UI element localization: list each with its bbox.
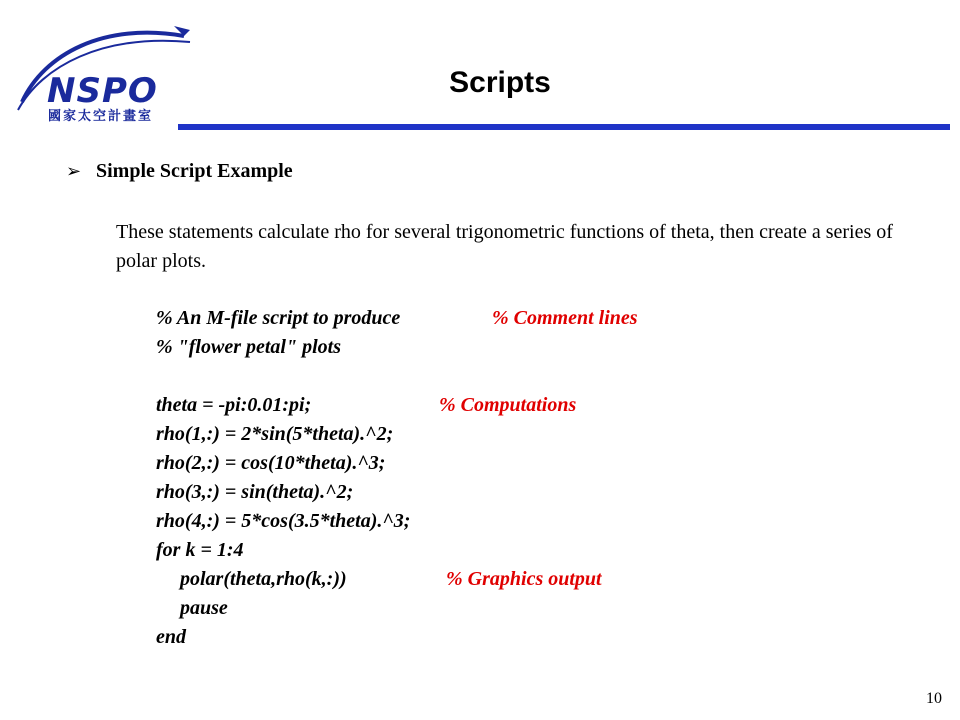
arrow-bullet-icon: ➢ xyxy=(66,161,82,181)
logo-subtitle: 國家太空計畫室 xyxy=(48,109,154,124)
code-line: rho(1,:) = 2*sin(5*theta).^2; xyxy=(156,423,394,445)
code-line: pause xyxy=(180,597,228,619)
code-line: % "flower petal" plots xyxy=(156,336,341,358)
slide-title: Scripts xyxy=(449,66,551,99)
code-line: rho(2,:) = cos(10*theta).^3; xyxy=(156,452,386,474)
description-paragraph: These statements calculate rho for several trigonometric functions of theta, then create a series of polar plots. xyxy=(116,221,893,272)
code-comment: % Graphics output xyxy=(446,568,602,590)
code-line: theta = -pi:0.01:pi; xyxy=(156,394,312,416)
code-line: for k = 1:4 xyxy=(156,539,244,561)
bullet-item xyxy=(66,160,293,183)
code-line: rho(3,:) = sin(theta).^2; xyxy=(156,481,354,503)
bullet-label: Simple Script Example xyxy=(96,160,293,182)
code-comment: % Computations xyxy=(439,394,577,416)
logo-wordmark: NSPO xyxy=(47,71,158,111)
code-line: % An M-file script to produce xyxy=(156,307,401,329)
title-divider xyxy=(178,124,950,130)
code-comment: % Comment lines xyxy=(492,307,638,329)
code-line: polar(theta,rho(k,:)) xyxy=(180,568,347,590)
code-line: rho(4,:) = 5*cos(3.5*theta).^3; xyxy=(156,510,411,532)
code-line: end xyxy=(156,626,186,648)
page-number: 10 xyxy=(926,690,942,707)
